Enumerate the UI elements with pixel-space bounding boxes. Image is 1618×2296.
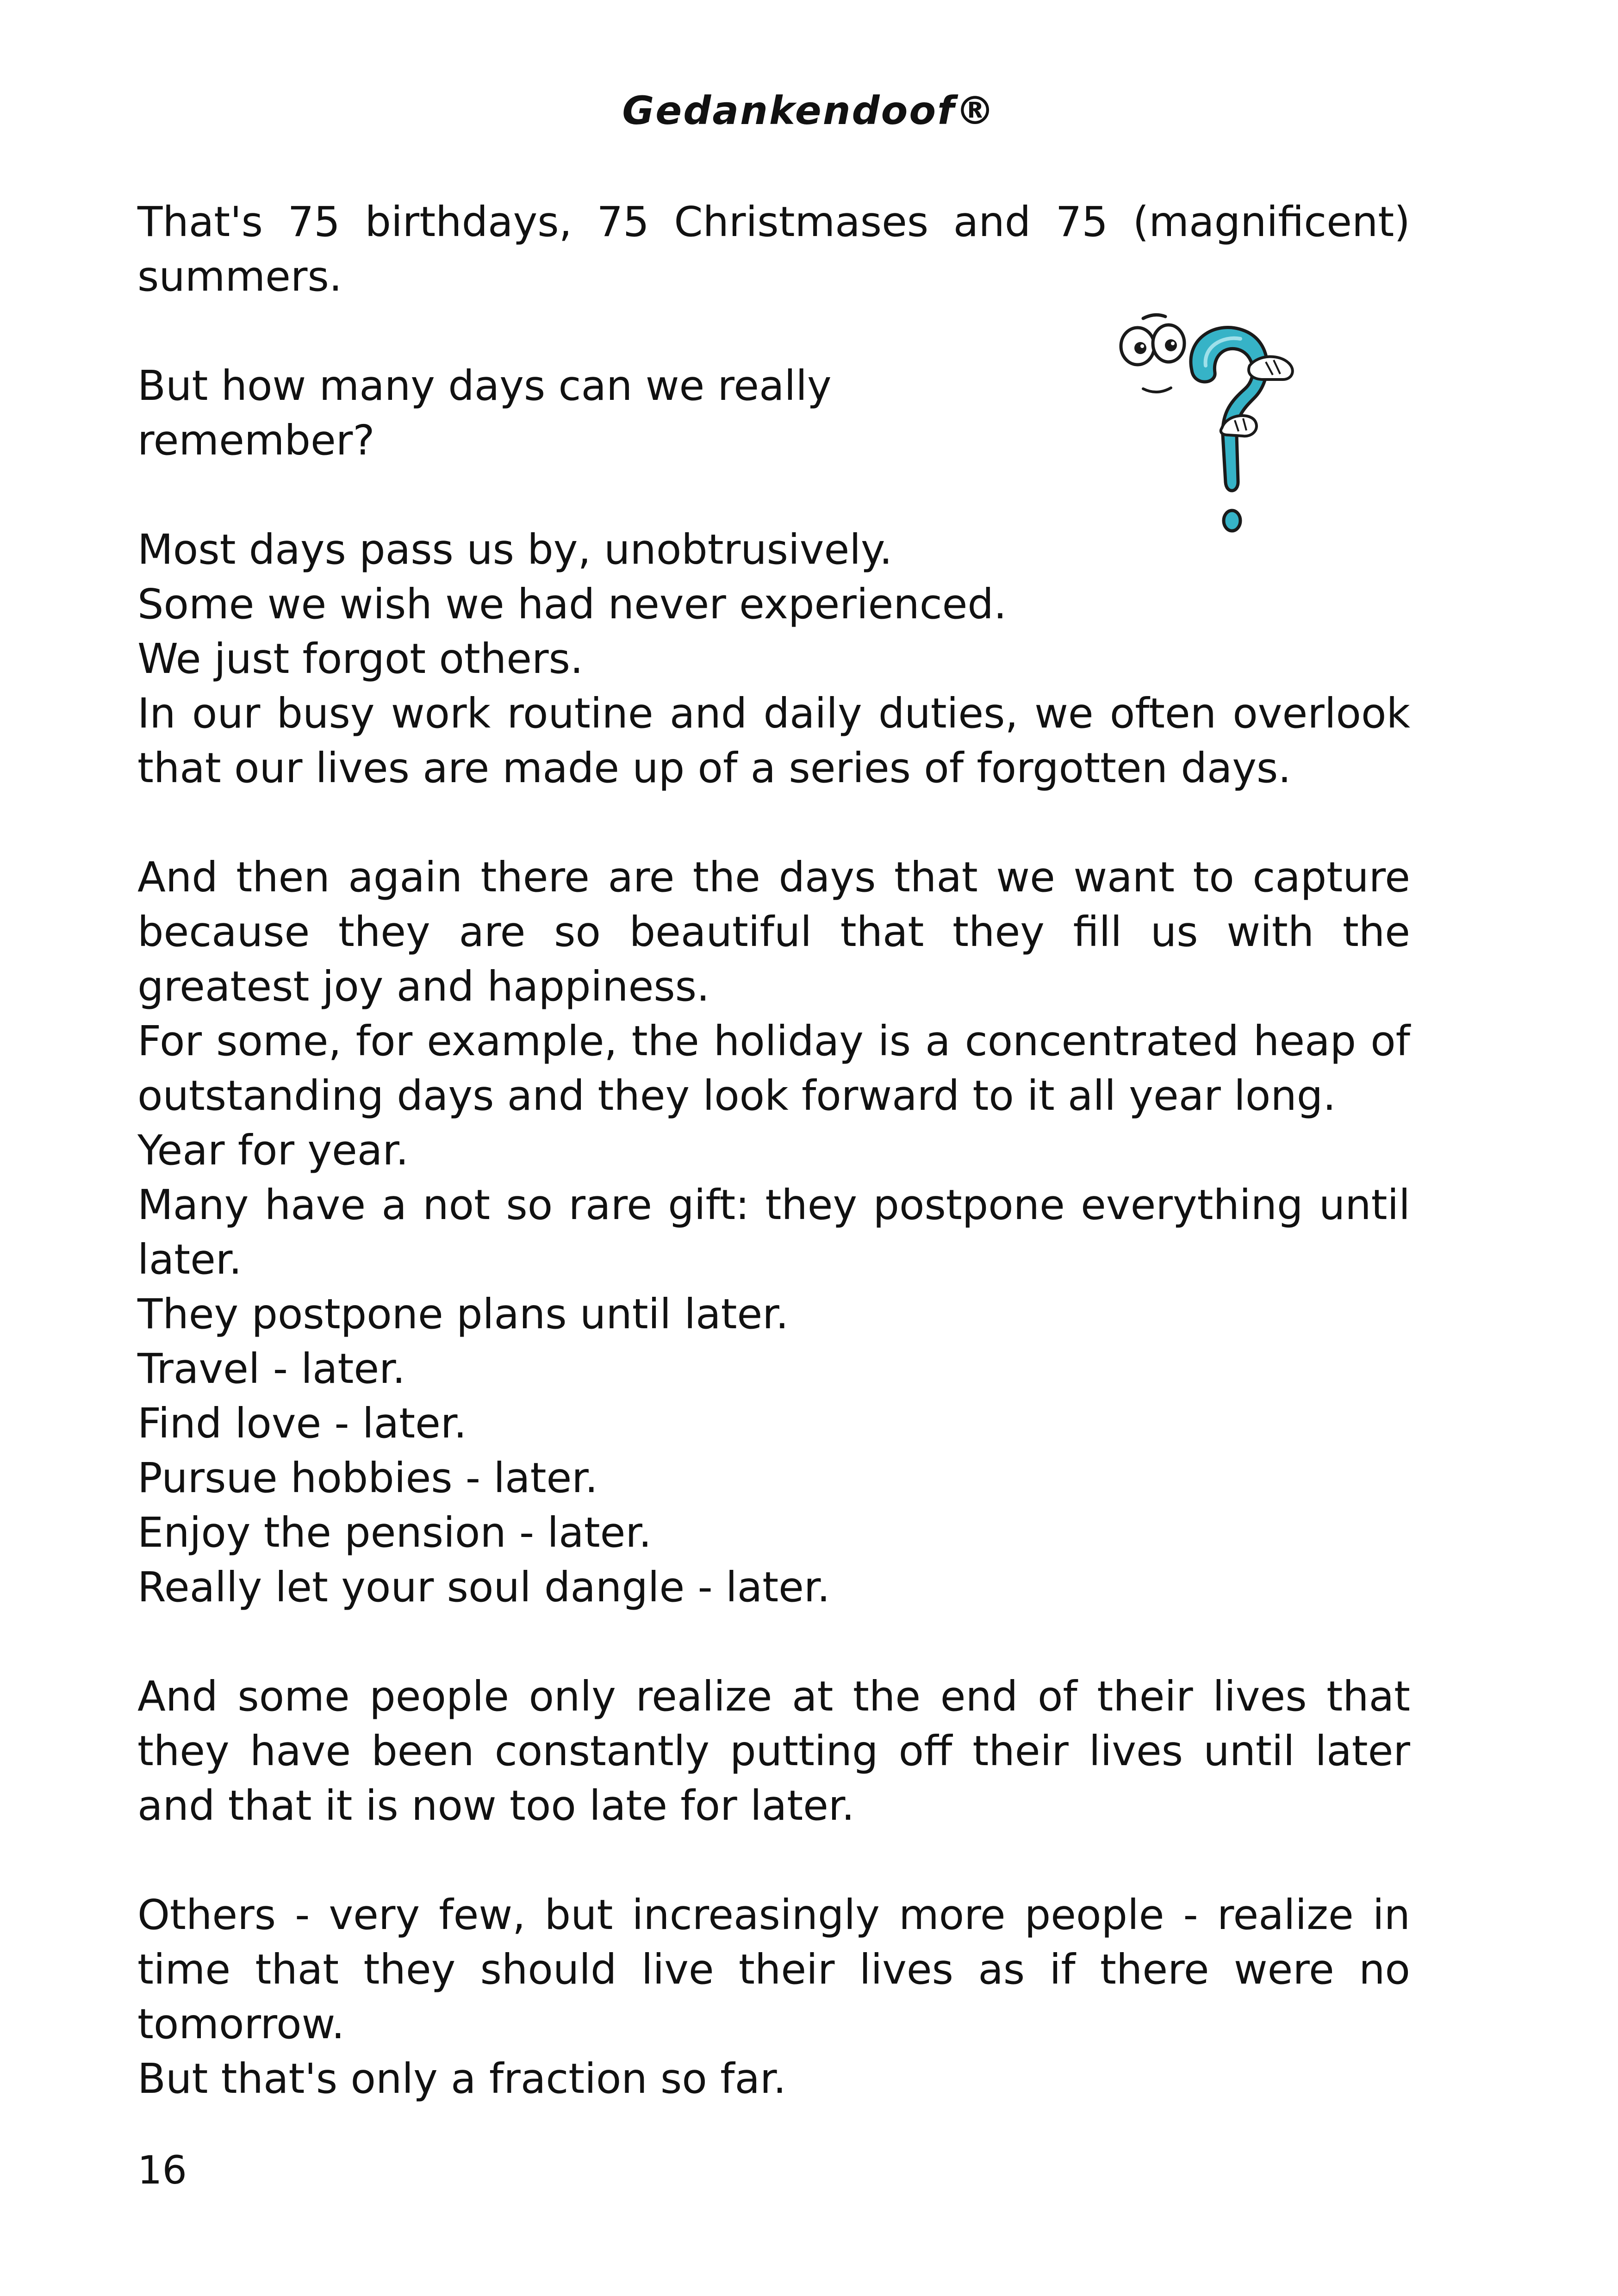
body-text [137, 194, 1410, 2160]
paragraph [137, 194, 1410, 304]
text-line: And some people only realize at the end of their lives that they have been constantly putting off their lives until later and that it is now too late for later. [137, 1672, 1410, 1829]
text-line: Enjoy the pension - later. [137, 1508, 652, 1556]
page-header-title: Gedankendoof® [622, 88, 996, 133]
paragraph [137, 522, 1410, 795]
text-line: But how many days can we really remember? [137, 361, 832, 464]
text-line: Year for year. [137, 1126, 409, 1174]
text-line: We just forgot others. [137, 635, 584, 683]
text-line: In our busy work routine and daily duties, we often overlook that our lives are made up of a series of forgotten days. [137, 689, 1410, 792]
text-line: Pursue hobbies - later. [137, 1454, 598, 1502]
text-line: Really let your soul dangle - later. [137, 1563, 830, 1611]
text-line: Travel - later. [137, 1344, 405, 1393]
paragraph [137, 358, 1040, 467]
text-line: That's 75 birthdays, 75 Christmases and 75 (magnificent) summers. [137, 198, 1410, 300]
text-line: Many have a not so rare gift: they postpone everything until later. [137, 1181, 1410, 1283]
text-line: For some, for example, the holiday is a concentrated heap of outstanding days and they look forward to it all year long. [137, 1017, 1410, 1120]
text-line: Most days pass us by, unobtrusively. [137, 525, 893, 573]
text-line: And then again there are the days that we want to capture because they are so beautiful that they fill us with the greatest joy and happiness. [137, 853, 1410, 1010]
text-line: Others - very few, but increasingly more people - realize in time that they should live their lives as if there were no tomorrow. [137, 1891, 1410, 2048]
paragraph [137, 1669, 1410, 1833]
text-line: Some we wish we had never experienced. [137, 580, 1007, 628]
paragraph [137, 850, 1410, 1614]
text-line: But that's only a fraction so far. [137, 2054, 786, 2103]
text-line: Find love - later. [137, 1399, 467, 1447]
paragraph [137, 1887, 1410, 2106]
text-line: They postpone plans until later. [137, 1290, 789, 1338]
page-number: 16 [137, 2147, 187, 2193]
